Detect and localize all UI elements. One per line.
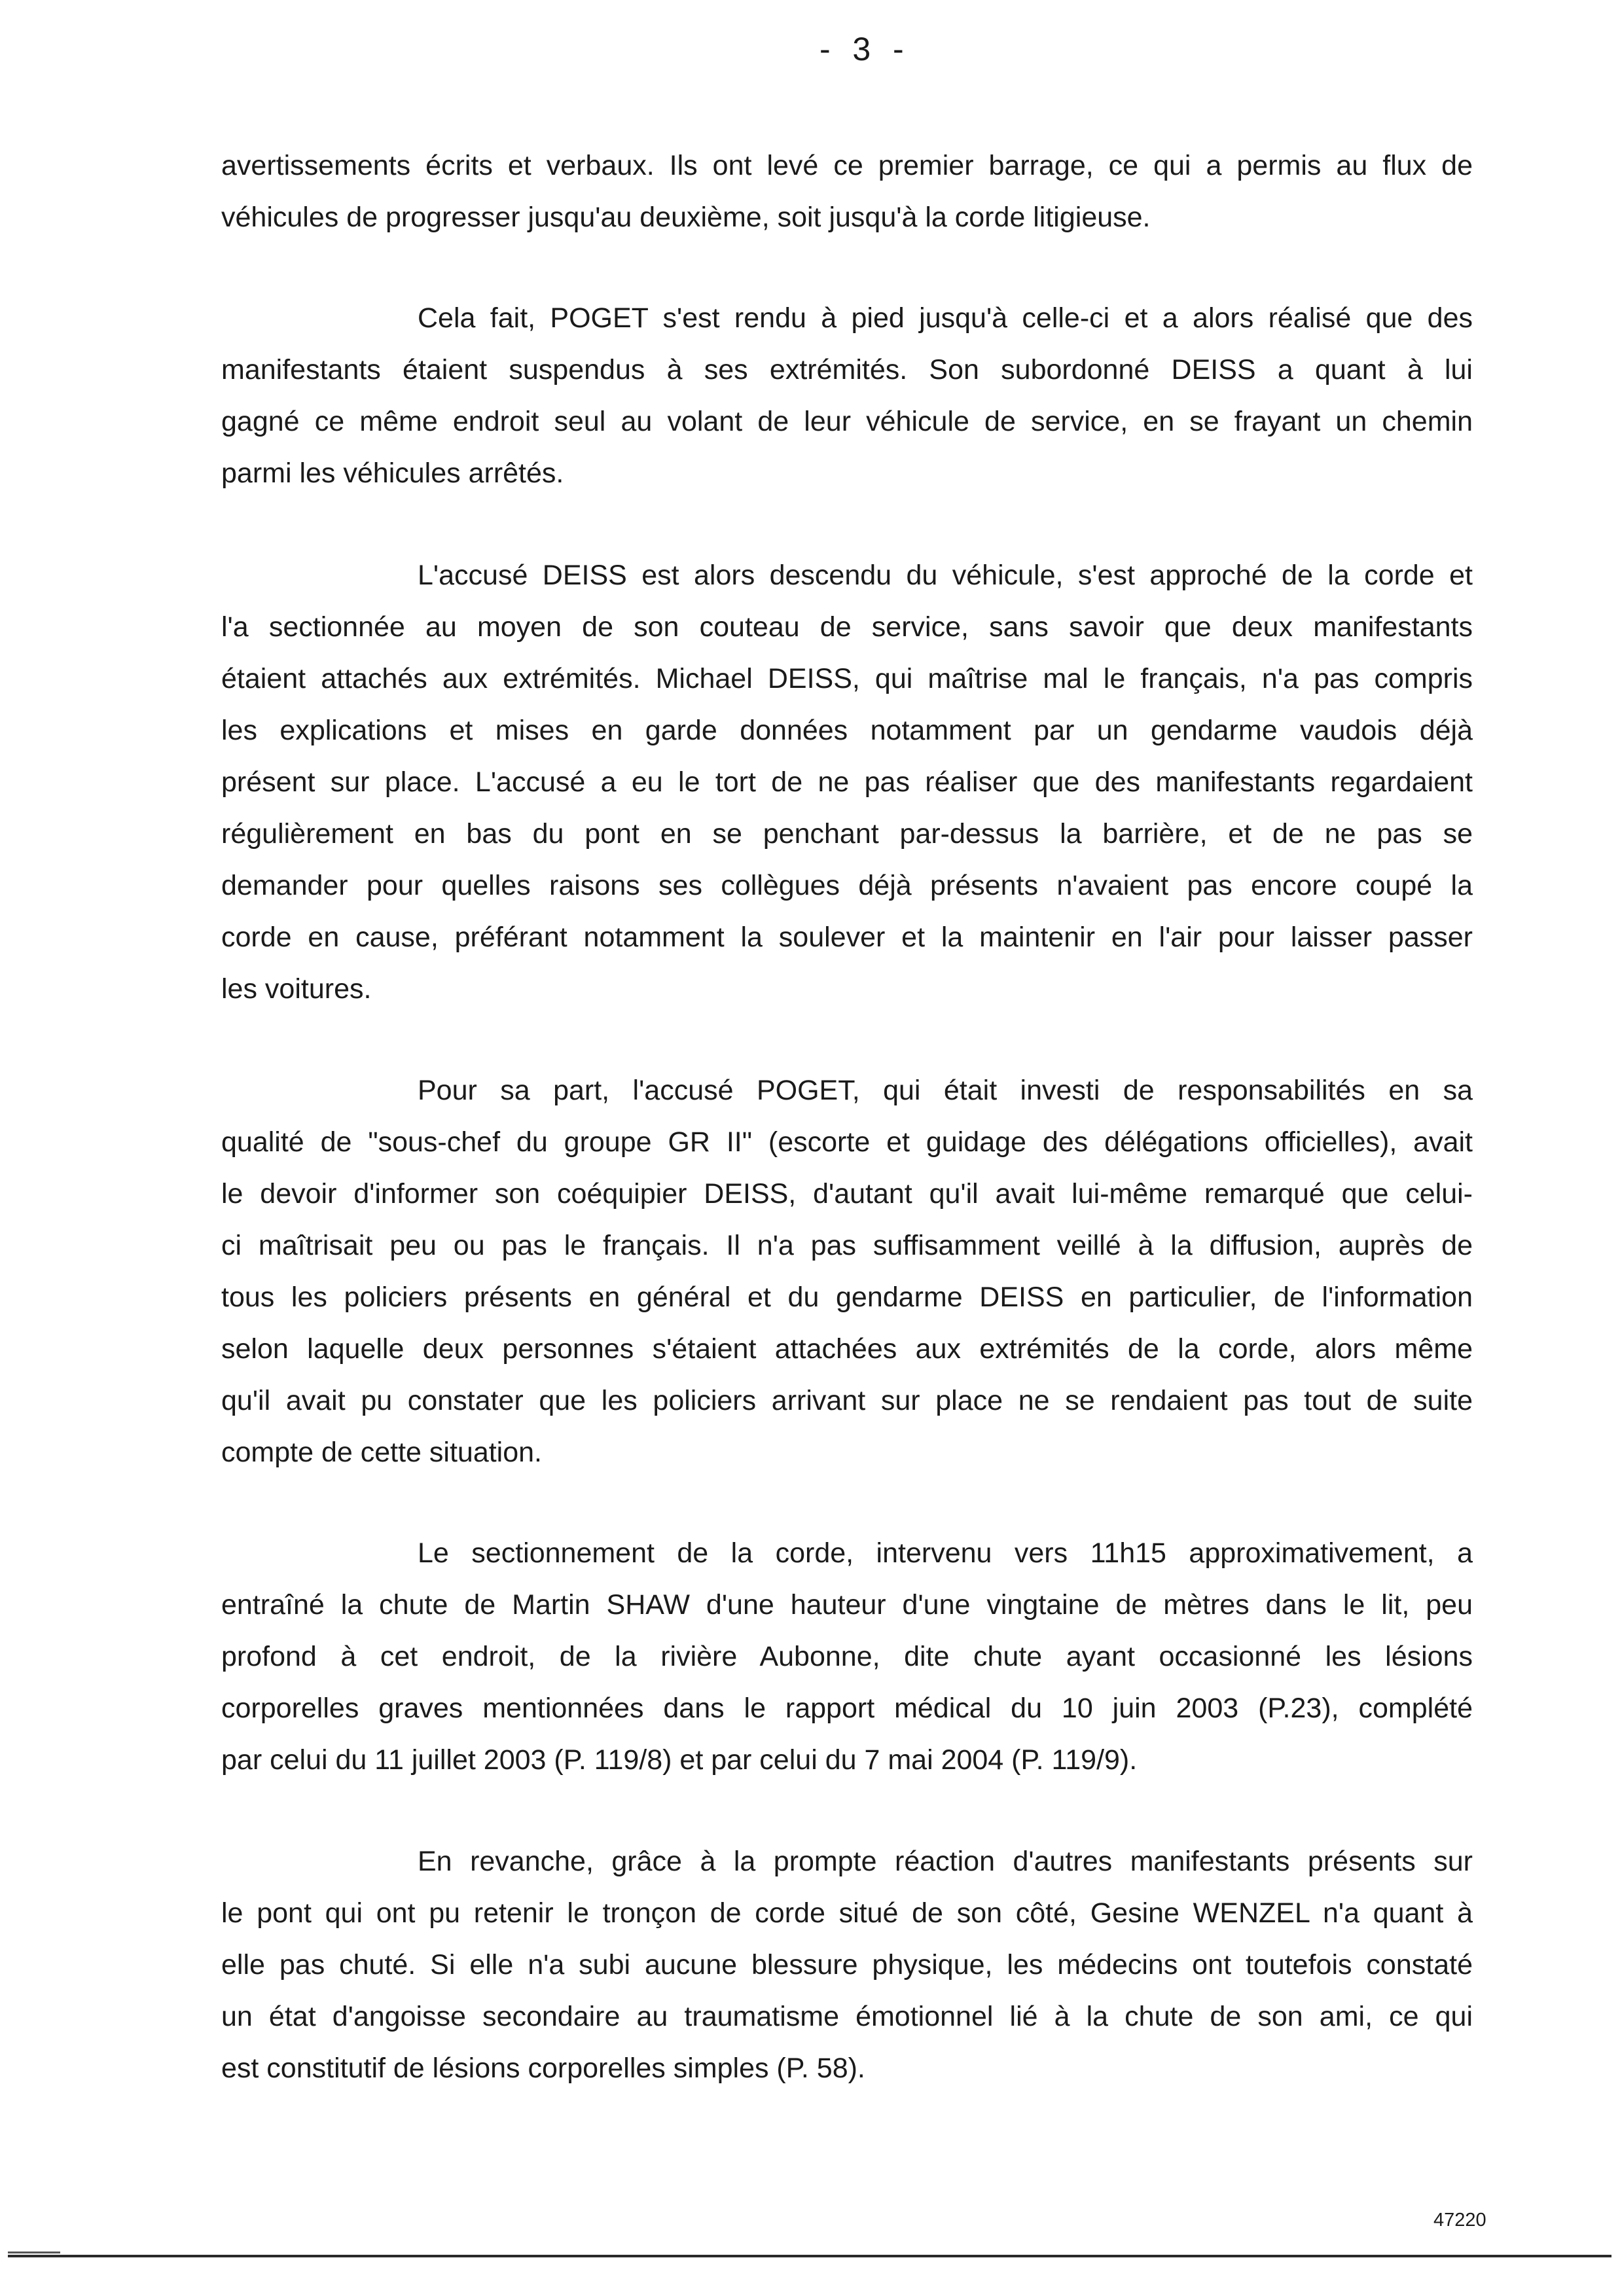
paragraph-5	[221, 1528, 1473, 1786]
text-line: un état d'angoisse secondaire au traumatisme émotionnel lié à la chute de son ami, ce qui	[221, 2001, 1473, 2032]
text-line: le devoir d'informer son coéquipier DEISS, d'autant qu'il avait lui-même remarqué que celui-	[221, 1178, 1473, 1210]
paragraph-3	[221, 550, 1473, 1015]
text-line: est constitutif de lésions corporelles simples (P. 58).	[221, 2053, 865, 2084]
text-line: selon laquelle deux personnes s'étaient attachées aux extrémités de la corde, alors même	[221, 1333, 1473, 1365]
text-line: étaient attachés aux extrémités. Michael DEISS, qui maîtrise mal le français, n'a pas compris	[221, 663, 1473, 694]
text-line: compte de cette situation.	[221, 1437, 543, 1468]
text-line: Cela fait, POGET s'est rendu à pied jusqu'à celle-ci et a alors réalisé que des	[418, 302, 1473, 334]
text-line: demander pour quelles raisons ses collègues déjà présents n'avaient pas encore coupé la	[221, 870, 1473, 901]
text-line: régulièrement en bas du pont en se penchant par-dessus la barrière, et de ne pas se	[221, 818, 1473, 850]
text-line: les voitures.	[221, 973, 372, 1005]
page-number: - 3 -	[819, 31, 905, 67]
text-line: entraîné la chute de Martin SHAW d'une hauteur d'une vingtaine de mètres dans le lit, peu	[221, 1589, 1473, 1621]
paragraph-4	[221, 1065, 1473, 1479]
text-line: véhicules de progresser jusqu'au deuxième, soit jusqu'à la corde litigieuse.	[221, 202, 1151, 233]
text-line: gagné ce même endroit seul au volant de leur véhicule de service, en se frayant un chemin	[221, 406, 1473, 437]
text-line: parmi les véhicules arrêtés.	[221, 457, 564, 489]
text-line: tous les policiers présents en général et du gendarme DEISS en particulier, de l'information	[221, 1282, 1473, 1313]
text-line: L'accusé DEISS est alors descendu du véhicule, s'est approché de la corde et	[418, 560, 1473, 591]
paragraph-1	[221, 140, 1473, 243]
text-line: qu'il avait pu constater que les policiers arrivant sur place ne se rendaient pas tout de suite	[221, 1385, 1473, 1416]
text-line: les explications et mises en garde données notamment par un gendarme vaudois déjà	[221, 715, 1473, 746]
text-line: Le sectionnement de la corde, intervenu vers 11h15 approximativement, a	[418, 1537, 1473, 1569]
text-line: corporelles graves mentionnées dans le rapport médical du 10 juin 2003 (P.23), complété	[221, 1693, 1473, 1724]
text-line: profond à cet endroit, de la rivière Aubonne, dite chute ayant occasionné les lésions	[221, 1641, 1473, 1672]
text-line: manifestants étaient suspendus à ses extrémités. Son subordonné DEISS a quant à lui	[221, 354, 1473, 386]
text-line: le pont qui ont pu retenir le tronçon de corde situé de son côté, Gesine WENZEL n'a quant à	[221, 1897, 1473, 1929]
text-line: elle pas chuté. Si elle n'a subi aucune blessure physique, les médecins ont toutefois constaté	[221, 1949, 1473, 1981]
text-line: par celui du 11 juillet 2003 (P. 119/8) et par celui du 7 mai 2004 (P. 119/9).	[221, 1744, 1138, 1776]
bottom-rule	[8, 2255, 1611, 2257]
text-line: présent sur place. L'accusé a eu le tort de ne pas réaliser que des manifestants regardaient	[221, 766, 1473, 798]
text-line: ci maîtrisait peu ou pas le français. Il n'a pas suffisamment veillé à la diffusion, auprès de	[221, 1230, 1473, 1261]
text-line: En revanche, grâce à la prompte réaction d'autres manifestants présents sur	[418, 1846, 1473, 1877]
document-reference-number: 47220	[1433, 2210, 1486, 2231]
text-line: avertissements écrits et verbaux. Ils ont levé ce premier barrage, ce qui a permis au flux de	[221, 150, 1473, 181]
paragraph-2	[221, 293, 1473, 499]
page-edge-mark	[8, 2251, 60, 2253]
text-line: qualité de "sous-chef du groupe GR II" (escorte et guidage des délégations officielles), avait	[221, 1126, 1473, 1158]
text-line: corde en cause, préférant notamment la soulever et la maintenir en l'air pour laisser passer	[221, 922, 1473, 953]
text-line: l'a sectionnée au moyen de son couteau de service, sans savoir que deux manifestants	[221, 611, 1473, 643]
text-line: Pour sa part, l'accusé POGET, qui était investi de responsabilités en sa	[418, 1075, 1473, 1106]
paragraph-6	[221, 1836, 1473, 2094]
